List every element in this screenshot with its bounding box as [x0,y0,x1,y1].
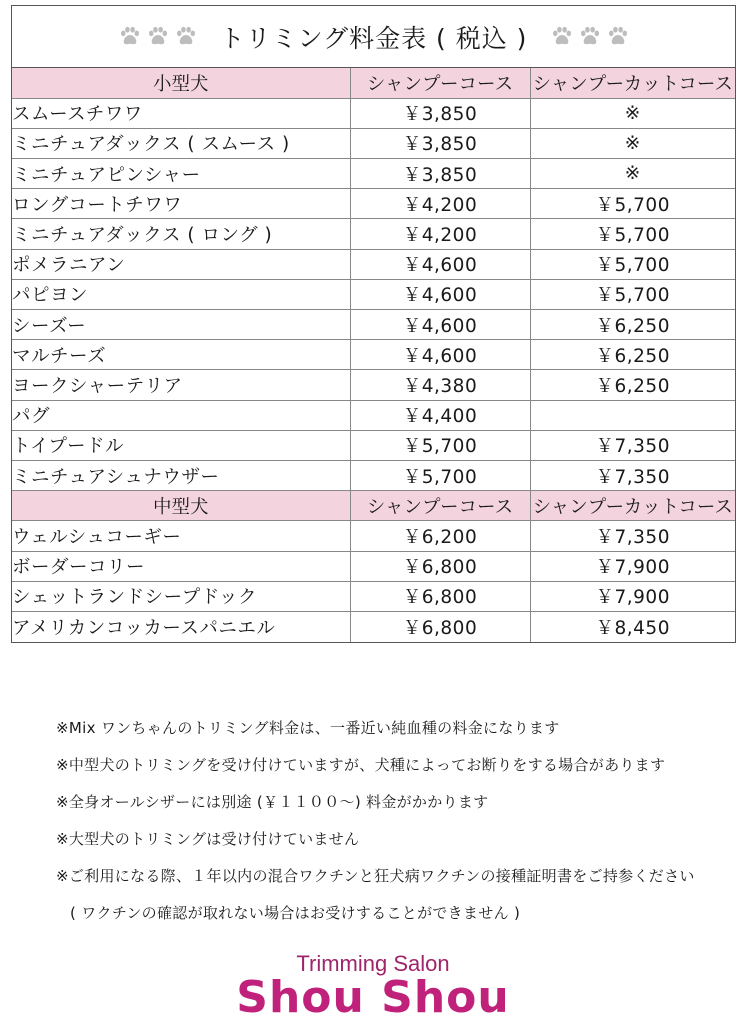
shampoo-price: ￥3,850 [350,159,530,189]
breed-name: シーズー [12,310,350,340]
shampoo-price: ￥6,800 [350,581,530,611]
cut-price: ￥8,450 [530,611,735,641]
paw-icon [173,24,198,49]
table-row [12,460,735,490]
title-row [12,6,735,68]
cut-price: ￥7,350 [530,521,735,551]
cut-price: ￥7,350 [530,460,735,490]
breed-name: シェットランドシープドック [12,581,350,611]
table-row [12,98,735,128]
shampoo-price: ￥4,600 [350,310,530,340]
course-header: シャンプーカットコース [530,491,735,521]
note-line: ※ご利用になる際、１年以内の混合ワクチンと狂犬病ワクチンの接種証明書をご持参ください [56,867,695,885]
table-row [12,159,735,189]
table-row [12,581,735,611]
shampoo-price: ￥5,700 [350,460,530,490]
cut-price: ￥7,350 [530,430,735,460]
table-header-row [12,68,735,98]
cut-price: ￥5,700 [530,249,735,279]
breed-name: パピヨン [12,279,350,309]
paw-icon [577,24,602,49]
note-line: ※中型犬のトリミングを受け付けていますが、犬種によってお断りをする場合があります [56,756,666,774]
breed-name: ミニチュアダックス ( スムース ) [12,128,350,158]
price-table [12,68,735,642]
table-row [12,340,735,370]
breed-name: トイプードル [12,430,350,460]
category-header: 中型犬 [12,491,350,521]
cut-price: ￥5,700 [530,189,735,219]
table-row [12,279,735,309]
shampoo-price: ￥5,700 [350,430,530,460]
cut-price: ※ [530,128,735,158]
shampoo-price: ￥3,850 [350,128,530,158]
paw-icon [117,24,142,49]
shampoo-price: ￥4,600 [350,340,530,370]
brand-logo: Shou Shou [236,972,510,1023]
page-title: トリミング料金表 ( 税込 ) [219,23,528,53]
breed-name: パグ [12,400,350,430]
shampoo-price: ￥4,380 [350,370,530,400]
breed-name: ヨークシャーテリア [12,370,350,400]
table-row [12,551,735,581]
shampoo-price: ￥4,600 [350,279,530,309]
paw-prints-left-icon [117,24,198,49]
course-header: シャンプーコース [350,491,530,521]
table-row [12,611,735,641]
table-header-row [12,491,735,521]
shampoo-price: ￥6,800 [350,611,530,641]
cut-price: ※ [530,159,735,189]
shampoo-price: ￥4,200 [350,189,530,219]
table-row [12,400,735,430]
table-row [12,310,735,340]
cut-price: ￥6,250 [530,310,735,340]
cut-price: ￥7,900 [530,551,735,581]
notes [56,710,736,932]
cut-price: ￥6,250 [530,340,735,370]
table-row [12,189,735,219]
paw-icon [145,24,170,49]
breed-name: アメリカンコッカースパニエル [12,611,350,641]
table-row [12,430,735,460]
table-row [12,521,735,551]
note-line: ( ワクチンの確認が取れない場合はお受けすることができません ) [70,904,521,922]
breed-name: ポメラニアン [12,249,350,279]
cut-price: ￥5,700 [530,279,735,309]
shampoo-price: ￥4,200 [350,219,530,249]
brand-subtitle: Trimming Salon [296,951,450,976]
breed-name: ミニチュアダックス ( ロング ) [12,219,350,249]
paw-icon [605,24,630,49]
category-header: 小型犬 [12,68,350,98]
breed-name: ミニチュアシュナウザー [12,460,350,490]
note-line: ※全身オールシザーには別途 (￥１１００〜) 料金がかかります [56,793,489,811]
paw-icon [549,24,574,49]
breed-name: ミニチュアピンシャー [12,159,350,189]
shampoo-price: ￥6,800 [350,551,530,581]
table-row [12,219,735,249]
breed-name: ロングコートチワワ [12,189,350,219]
table-row [12,249,735,279]
shampoo-price: ￥4,600 [350,249,530,279]
shampoo-price: ￥6,200 [350,521,530,551]
breed-name: ウェルシュコーギー [12,521,350,551]
cut-price: ￥5,700 [530,219,735,249]
cut-price: ￥7,900 [530,581,735,611]
breed-name: ボーダーコリー [12,551,350,581]
table-row [12,370,735,400]
course-header: シャンプーカットコース [530,68,735,98]
shampoo-price: ￥3,850 [350,98,530,128]
course-header: シャンプーコース [350,68,530,98]
paw-prints-right-icon [549,24,630,49]
note-line: ※大型犬のトリミングは受け付けていません [56,830,360,848]
cut-price [530,400,735,430]
note-line: ※Mix ワンちゃんのトリミング料金は、一番近い純血種の料金になります [56,719,560,737]
cut-price: ￥6,250 [530,370,735,400]
cut-price: ※ [530,98,735,128]
breed-name: マルチーズ [12,340,350,370]
breed-name: スムースチワワ [12,98,350,128]
table-row [12,128,735,158]
shampoo-price: ￥4,400 [350,400,530,430]
price-sheet [11,5,736,643]
